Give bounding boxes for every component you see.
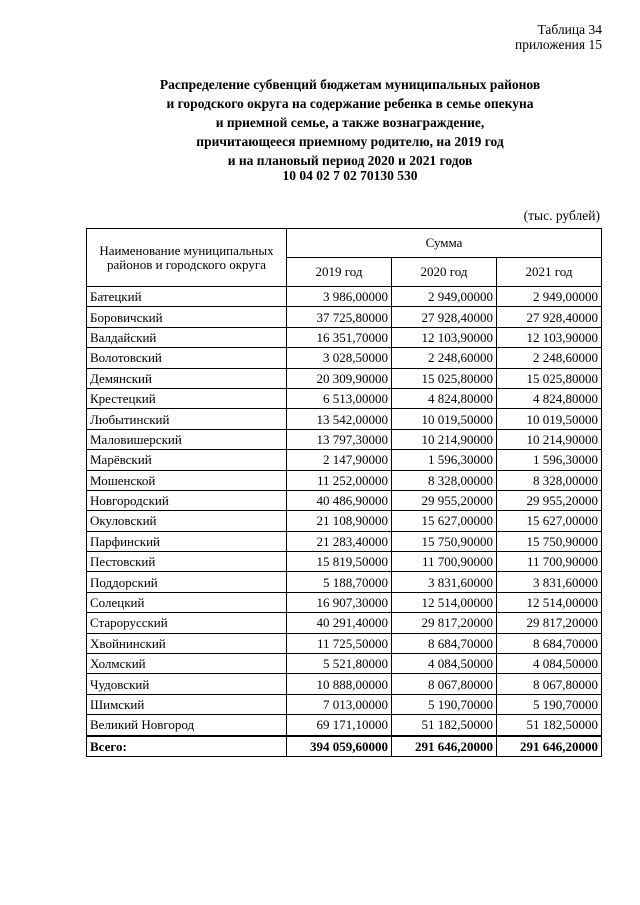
district-name-cell: Демянский	[87, 368, 287, 388]
district-name-cell: Солецкий	[87, 592, 287, 612]
amount-cell-2020: 5 190,70000	[392, 694, 497, 714]
amount-cell-2019: 5 521,80000	[287, 654, 392, 674]
amount-cell-2021: 1 596,30000	[497, 450, 602, 470]
table-row	[87, 470, 602, 490]
amount-cell-2019: 13 797,30000	[287, 429, 392, 449]
amount-cell-2021: 51 182,50000	[497, 715, 602, 736]
amount-cell-2020: 1 596,30000	[392, 450, 497, 470]
amount-cell-2021: 15 750,90000	[497, 531, 602, 551]
amount-cell-2019: 21 283,40000	[287, 531, 392, 551]
amount-cell-2021: 4 084,50000	[497, 654, 602, 674]
amount-cell-2020: 2 949,00000	[392, 287, 497, 307]
header-sum: Сумма	[287, 229, 602, 258]
amount-cell-2020: 4 084,50000	[392, 654, 497, 674]
amount-cell-2019: 21 108,90000	[287, 511, 392, 531]
table-row	[87, 552, 602, 572]
amount-cell-2019: 11 252,00000	[287, 470, 392, 490]
amount-cell-2019: 7 013,00000	[287, 694, 392, 714]
amount-cell-2021: 10 214,90000	[497, 429, 602, 449]
table-row	[87, 572, 602, 592]
amount-cell-2019: 3 028,50000	[287, 348, 392, 368]
amount-cell-2019: 40 291,40000	[287, 613, 392, 633]
amount-cell-2020: 12 103,90000	[392, 327, 497, 347]
amount-cell-2020: 12 514,00000	[392, 592, 497, 612]
total-cell-2020: 291 646,20000	[392, 736, 497, 757]
title-line: и на плановый период 2020 и 2021 годов	[227, 153, 473, 168]
amount-cell-2021: 29 817,20000	[497, 613, 602, 633]
table-row	[87, 654, 602, 674]
amount-cell-2021: 29 955,20000	[497, 490, 602, 510]
district-name-cell: Марёвский	[87, 450, 287, 470]
amount-cell-2021: 2 248,60000	[497, 348, 602, 368]
amount-cell-2021: 2 949,00000	[497, 287, 602, 307]
table-row	[87, 429, 602, 449]
appendix-reference	[515, 22, 602, 52]
budget-classification-code: 10 04 02 7 02 70130 530	[282, 168, 418, 183]
title-line: Распределение субвенций бюджетам муниципальных районов	[159, 77, 541, 92]
amount-cell-2021: 15 627,00000	[497, 511, 602, 531]
district-name-cell: Поддорский	[87, 572, 287, 592]
amount-cell-2020: 11 700,90000	[392, 552, 497, 572]
total-label: Всего:	[87, 736, 287, 757]
appendix-number: приложения 15	[514, 37, 602, 52]
amount-cell-2020: 15 750,90000	[392, 531, 497, 551]
amount-cell-2019: 13 542,00000	[287, 409, 392, 429]
amount-cell-2020: 29 955,20000	[392, 490, 497, 510]
table-row	[87, 694, 602, 714]
amount-cell-2020: 15 627,00000	[392, 511, 497, 531]
district-name-cell: Чудовский	[87, 674, 287, 694]
amount-cell-2021: 12 103,90000	[497, 327, 602, 347]
table-row	[87, 633, 602, 653]
amount-cell-2019: 10 888,00000	[287, 674, 392, 694]
district-name-cell: Любытинский	[87, 409, 287, 429]
district-name-cell: Шимский	[87, 694, 287, 714]
amount-cell-2021: 4 824,80000	[497, 388, 602, 408]
district-name-cell: Крестецкий	[87, 388, 287, 408]
district-name-cell: Мошенской	[87, 470, 287, 490]
district-name-cell: Боровичский	[87, 307, 287, 327]
table-row	[87, 409, 602, 429]
table-row	[87, 348, 602, 368]
table-row	[87, 715, 602, 736]
header-year-2021: 2021 год	[497, 258, 602, 287]
document-title	[60, 75, 640, 170]
amount-cell-2019: 15 819,50000	[287, 552, 392, 572]
table-row	[87, 674, 602, 694]
amount-cell-2020: 4 824,80000	[392, 388, 497, 408]
amount-cell-2020: 15 025,80000	[392, 368, 497, 388]
table-row	[87, 327, 602, 347]
amount-cell-2021: 8 684,70000	[497, 633, 602, 653]
amount-cell-2020: 51 182,50000	[392, 715, 497, 736]
amount-cell-2019: 40 486,90000	[287, 490, 392, 510]
amount-cell-2020: 27 928,40000	[392, 307, 497, 327]
table-row	[87, 511, 602, 531]
amount-cell-2019: 16 907,30000	[287, 592, 392, 612]
amount-cell-2021: 5 190,70000	[497, 694, 602, 714]
amount-cell-2020: 10 019,50000	[392, 409, 497, 429]
district-name-cell: Новгородский	[87, 490, 287, 510]
table-row	[87, 368, 602, 388]
amount-cell-2020: 8 684,70000	[392, 633, 497, 653]
header-year-2020: 2020 год	[392, 258, 497, 287]
amount-cell-2019: 6 513,00000	[287, 388, 392, 408]
amount-cell-2020: 8 328,00000	[392, 470, 497, 490]
district-name-cell: Хвойнинский	[87, 633, 287, 653]
total-row	[87, 736, 602, 757]
total-cell-2019: 394 059,60000	[287, 736, 392, 757]
subventions-table	[86, 228, 602, 757]
amount-cell-2021: 12 514,00000	[497, 592, 602, 612]
district-name-cell: Пестовский	[87, 552, 287, 572]
amount-cell-2019: 5 188,70000	[287, 572, 392, 592]
district-name-cell: Холмский	[87, 654, 287, 674]
district-name-cell: Валдайский	[87, 327, 287, 347]
amount-cell-2021: 15 025,80000	[497, 368, 602, 388]
amount-cell-2019: 2 147,90000	[287, 450, 392, 470]
district-name-cell: Волотовский	[87, 348, 287, 368]
amount-cell-2019: 37 725,80000	[287, 307, 392, 327]
table-row	[87, 592, 602, 612]
table-row	[87, 388, 602, 408]
district-name-cell: Маловишерский	[87, 429, 287, 449]
district-name-cell: Великий Новгород	[87, 715, 287, 736]
table-row	[87, 531, 602, 551]
amount-cell-2019: 20 309,90000	[287, 368, 392, 388]
table-row	[87, 613, 602, 633]
amount-cell-2020: 8 067,80000	[392, 674, 497, 694]
table-row	[87, 287, 602, 307]
amount-cell-2019: 16 351,70000	[287, 327, 392, 347]
amount-cell-2019: 69 171,10000	[287, 715, 392, 736]
amount-cell-2021: 10 019,50000	[497, 409, 602, 429]
amount-cell-2020: 2 248,60000	[392, 348, 497, 368]
amount-cell-2021: 3 831,60000	[497, 572, 602, 592]
title-line: и городского округа на содержание ребенка в семье опекуна	[166, 96, 534, 111]
amount-cell-2021: 8 328,00000	[497, 470, 602, 490]
amount-cell-2021: 27 928,40000	[497, 307, 602, 327]
table-row	[87, 307, 602, 327]
table-row	[87, 490, 602, 510]
title-line: и приемной семье, а также вознаграждение,	[215, 115, 485, 130]
amount-cell-2021: 11 700,90000	[497, 552, 602, 572]
total-cell-2021: 291 646,20000	[497, 736, 602, 757]
title-line: причитающееся приемному родителю, на 2019 год	[196, 134, 504, 149]
district-name-cell: Окуловский	[87, 511, 287, 531]
amount-cell-2020: 29 817,20000	[392, 613, 497, 633]
header-name: Наименование муниципальных районов и городского округа	[87, 229, 287, 287]
table-row	[87, 450, 602, 470]
units-label: (тыс. рублей)	[523, 208, 600, 223]
amount-cell-2019: 11 725,50000	[287, 633, 392, 653]
header-year-2019: 2019 год	[287, 258, 392, 287]
district-name-cell: Парфинский	[87, 531, 287, 551]
amount-cell-2021: 8 067,80000	[497, 674, 602, 694]
district-name-cell: Старорусский	[87, 613, 287, 633]
table-number: Таблица 34	[537, 22, 602, 37]
district-name-cell: Батецкий	[87, 287, 287, 307]
amount-cell-2020: 3 831,60000	[392, 572, 497, 592]
amount-cell-2019: 3 986,00000	[287, 287, 392, 307]
amount-cell-2020: 10 214,90000	[392, 429, 497, 449]
